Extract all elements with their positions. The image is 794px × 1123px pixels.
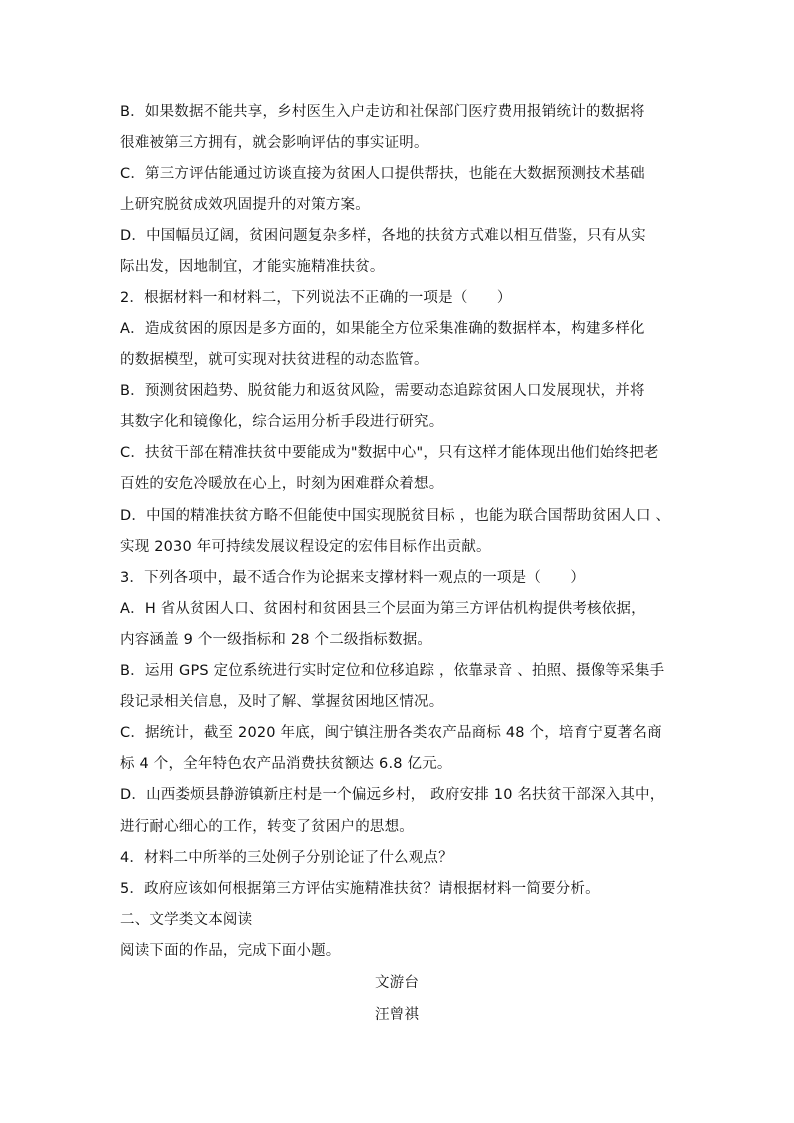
question-4: 4．材料二中所举的三处例子分别论证了什么观点？ (120, 850, 453, 866)
q2-option-c-line-2: 百姓的安危冷暖放在心上，时刻为困难群众着想。 (120, 476, 444, 492)
work-author: 汪曾祺 (374, 1007, 420, 1023)
q2-option-b-line-1: B．预测贫困趋势、脱贫能力和返贫风险，需要动态追踪贫困人口发展现状，并将 (120, 383, 645, 399)
q2-option-a-line-1: A．造成贫困的原因是多方面的，如果能全方位采集准确的数据样本，构建多样化 (120, 321, 645, 337)
q3-option-b-line-2: 段记录相关信息，及时了解、掌握贫困地区情况。 (120, 694, 444, 710)
option-b-line-1: B．如果数据不能共享，乡村医生入户走访和社保部门医疗费用报销统计的数据将 (120, 104, 645, 120)
option-d-line-1: D．中国幅员辽阔，贫困问题复杂多样，各地的扶贫方式难以相互借鉴，只有从实 (120, 228, 646, 244)
reading-instruction: 阅读下面的作品，完成下面小题。 (120, 943, 341, 959)
q3-option-b-line-1: B．运用 GPS 定位系统进行实时定位和位移追踪 ，依靠录音 、拍照、摄像等采集手 (120, 663, 665, 679)
q2-option-b-line-2: 其数字化和镜像化，综合运用分析手段进行研究。 (120, 414, 444, 430)
section-heading: 二、文学类文本阅读 (120, 912, 253, 928)
option-d-line-2: 际出发，因地制宜，才能实施精准扶贫。 (120, 259, 385, 275)
question-3-stem: 3．下列各项中，最不适合作为论据来支撑材料一观点的一项是（ ） (120, 570, 586, 586)
question-5: 5．政府应该如何根据第三方评估实施精准扶贫？请根据材料一简要分析。 (120, 881, 600, 897)
q2-option-c-line-1: C．扶贫干部在精准扶贫中要能成为"数据中心"，只有这样才能体现出他们始终把老 (120, 445, 659, 461)
question-2-stem: 2．根据材料一和材料二，下列说法不正确的一项是（ ） (120, 290, 512, 306)
q3-option-a-line-1: A．H 省从贫困人口、贫困村和贫困县三个层面为第三方评估机构提供考核依据， (120, 601, 646, 617)
q2-option-d-line-2: 实现 2030 年可持续发展议程设定的宏伟目标作出贡献。 (120, 539, 491, 555)
q3-option-d-line-2: 进行耐心细心的工作，转变了贫困户的思想。 (120, 819, 414, 835)
q3-option-c-line-1: C．据统计，截至 2020 年底，闽宁镇注册各类农产品商标 48 个，培育宁夏著名商 (120, 725, 662, 741)
option-b-line-2: 很难被第三方拥有，就会影响评估的事实证明。 (120, 135, 429, 151)
q3-option-d-line-1: D．山西娄烦县静游镇新庄村是一个偏远乡村， 政府安排 10 名扶贫干部深入其中， (120, 787, 665, 803)
work-title: 文游台 (374, 975, 420, 991)
option-c-line-2: 上研究脱贫成效巩固提升的对策方案。 (120, 197, 370, 213)
q3-option-c-line-2: 标 4 个，全年特色农产品消费扶贫额达 6.8 亿元。 (120, 756, 452, 772)
q3-option-a-line-2: 内容涵盖 9 个一级指标和 28 个二级指标数据。 (120, 632, 433, 648)
option-c-line-1: C．第三方评估能通过访谈直接为贫困人口提供帮扶，也能在大数据预测技术基础 (120, 166, 645, 182)
q2-option-d-line-1: D．中国的精准扶贫方略不但能使中国实现脱贫目标 ，也能为联合国帮助贫困人口 、 (120, 508, 671, 524)
q2-option-a-line-2: 的数据模型，就可实现对扶贫进程的动态监管。 (120, 352, 429, 368)
